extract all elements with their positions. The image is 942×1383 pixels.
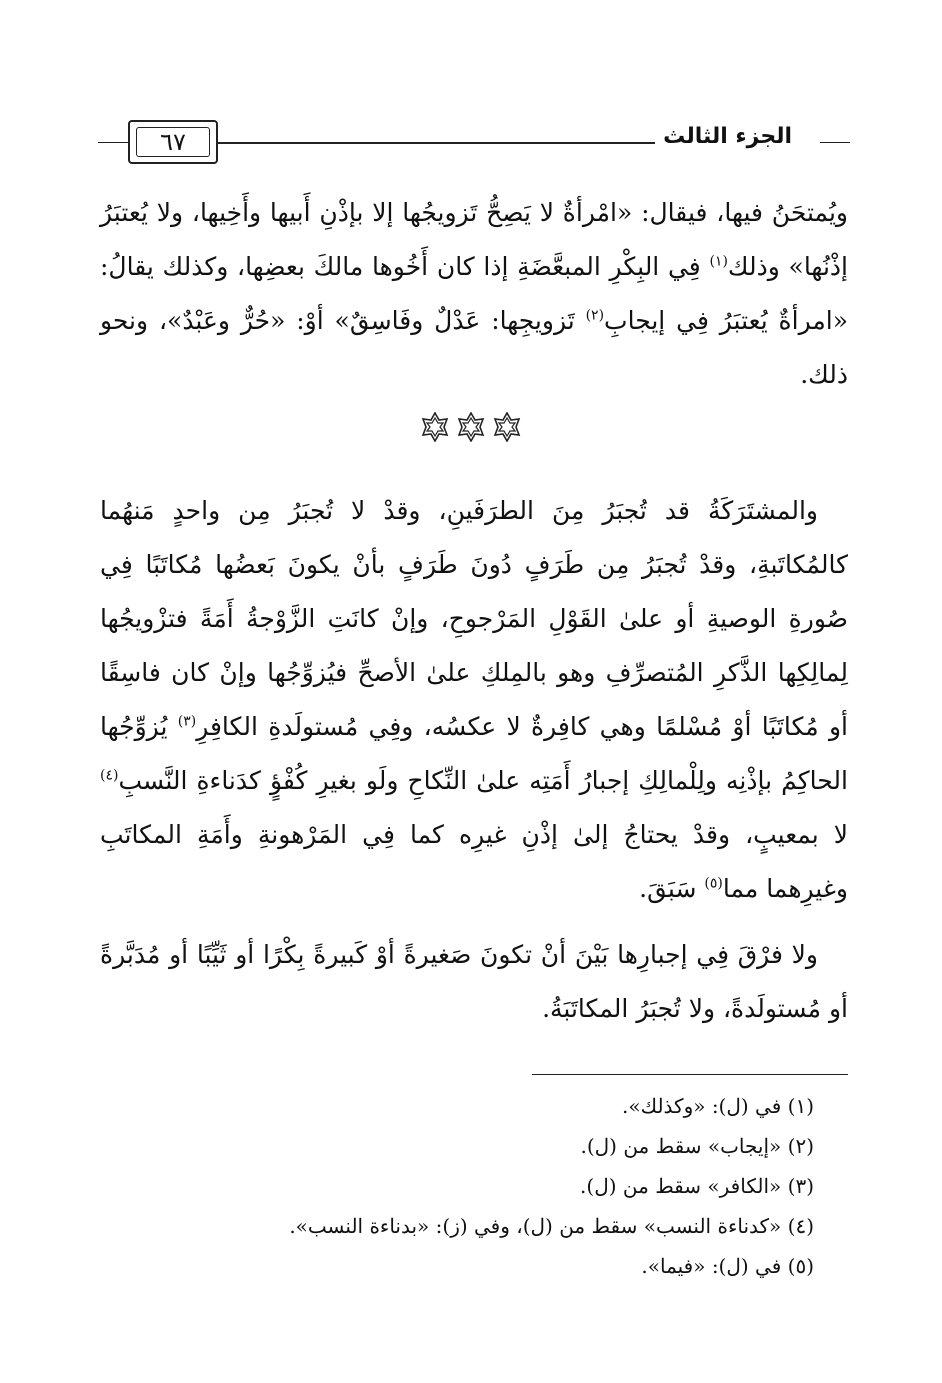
paragraph-text: لا بمعيبٍ، وقدْ يحتاجُ إلىٰ إذْنِ غيرِه كما فِي المَرْهونةِ وأَمَةِ المكاتَبِ وغيرِهما مما bbox=[100, 820, 848, 903]
footnote-1: (١) في (ل): «وكذلك». bbox=[622, 1094, 814, 1118]
footnote-marker-4: (٤) bbox=[100, 767, 119, 784]
page-number: ٦٧ bbox=[136, 127, 210, 157]
paragraph-3 bbox=[100, 928, 848, 1036]
page-number-frame bbox=[128, 120, 218, 164]
paragraph-text: تَزويجِها: عَدْلٌ وفَاسِقٌ» أوْ: «حُرٌّ وعَبْدٌ»، ونحو ذلك. bbox=[100, 306, 848, 389]
header-rule-left bbox=[98, 142, 128, 143]
paragraph-text: والمشتَرَكَةُ قد تُجبَرُ مِنَ الطرَفَينِ، وقدْ لا تُجبَرُ مِن واحدٍ مَنهُما كالمُكاتَبةِ، وقدْ تُجبَرُ مِن طَرَفٍ دُونَ طَرَفٍ بأنْ يكونَ بَعضُها مُكاتَبًا فِي صُورةِ الوصيةِ أو علىٰ القَوْلِ المَرْجوحِ، وإنْ كانَتِ الزَّوْجةُ أَمَةً فتزْويجُها لِمالِكِها الذَّكرِ المُتصرِّفِ وهو بالمِلكِ علىٰ الأصحِّ فيُزوِّجُها وإنْ كان فاسِقًا أو مُكاتَبًا أوْ مُسْلمًا وهي كافِرةٌ لا عكسُه، وفِي مُستولَدةِ الكافِرِ bbox=[100, 496, 848, 741]
header-rule-right bbox=[820, 142, 850, 143]
footnote-marker-5: (٥) bbox=[704, 875, 723, 892]
star-ornament-icon bbox=[492, 412, 522, 442]
footnote-3: (٣) «الكافر» سقط من (ل). bbox=[580, 1174, 814, 1198]
footnote-separator bbox=[532, 1074, 848, 1075]
footnote-marker-2: (٢) bbox=[585, 307, 605, 324]
footnote-marker-3: (٣) bbox=[177, 713, 197, 730]
star-ornament-icon bbox=[420, 412, 450, 442]
footnote-5: (٥) في (ل): «فيما». bbox=[641, 1254, 814, 1278]
paragraph-text: ولا فرْقَ فِي إجبارِها بَيْنَ أنْ تكونَ صَغيرةً أوْ كَبيرةً بِكْرًا أو ثَيِّبًا أو مُدَبَّرةً أو مُستولَدةً، ولا تُجبَرُ المكاتَبَةُ. bbox=[100, 940, 848, 1023]
header-rule-middle bbox=[218, 142, 700, 144]
star-ornament-icon bbox=[456, 412, 486, 442]
paragraph-text: يُزوِّجُها الحاكِمُ بإذْنِه ولِلْمالِكِ إجبارُ أَمَتِه علىٰ النِّكاحِ ولَو بغيرِ كُفْؤٍ كدَناءةِ النَّسبِ bbox=[100, 712, 848, 795]
page-header bbox=[98, 112, 850, 176]
paragraph-text: سَبَقَ. bbox=[639, 874, 705, 903]
footnotes bbox=[194, 1086, 814, 1286]
paragraph-text: فِي البِكْرِ المبعَّضَةِ إذا كان أَخُوها مالكَ بعضِها، وكذلك يقالُ: «امرأةٌ يُعتبَرُ فِي إيجابِ bbox=[100, 252, 848, 335]
section-ornament bbox=[0, 412, 942, 452]
running-title: الجزء الثالث bbox=[655, 124, 800, 149]
footnote-2: (٢) «إيجاب» سقط من (ل). bbox=[580, 1134, 814, 1158]
paragraph-2 bbox=[100, 484, 848, 916]
footnote-4: (٤) «كدناءة النسب» سقط من (ل)، وفي (ز): «بدناءة النسب». bbox=[289, 1214, 814, 1238]
footnote-marker-1: (١) bbox=[709, 253, 728, 270]
paragraph-text: ويُمتحَنُ فيها، فيقال: «امْرأةٌ لا يَصِحُّ تَزويجُها إلا بإذْنِ أَبيها وأَخِيها، ولا يُعتبَرُ إذْنُها» وذلك bbox=[100, 198, 848, 281]
paragraph-1 bbox=[100, 186, 848, 402]
